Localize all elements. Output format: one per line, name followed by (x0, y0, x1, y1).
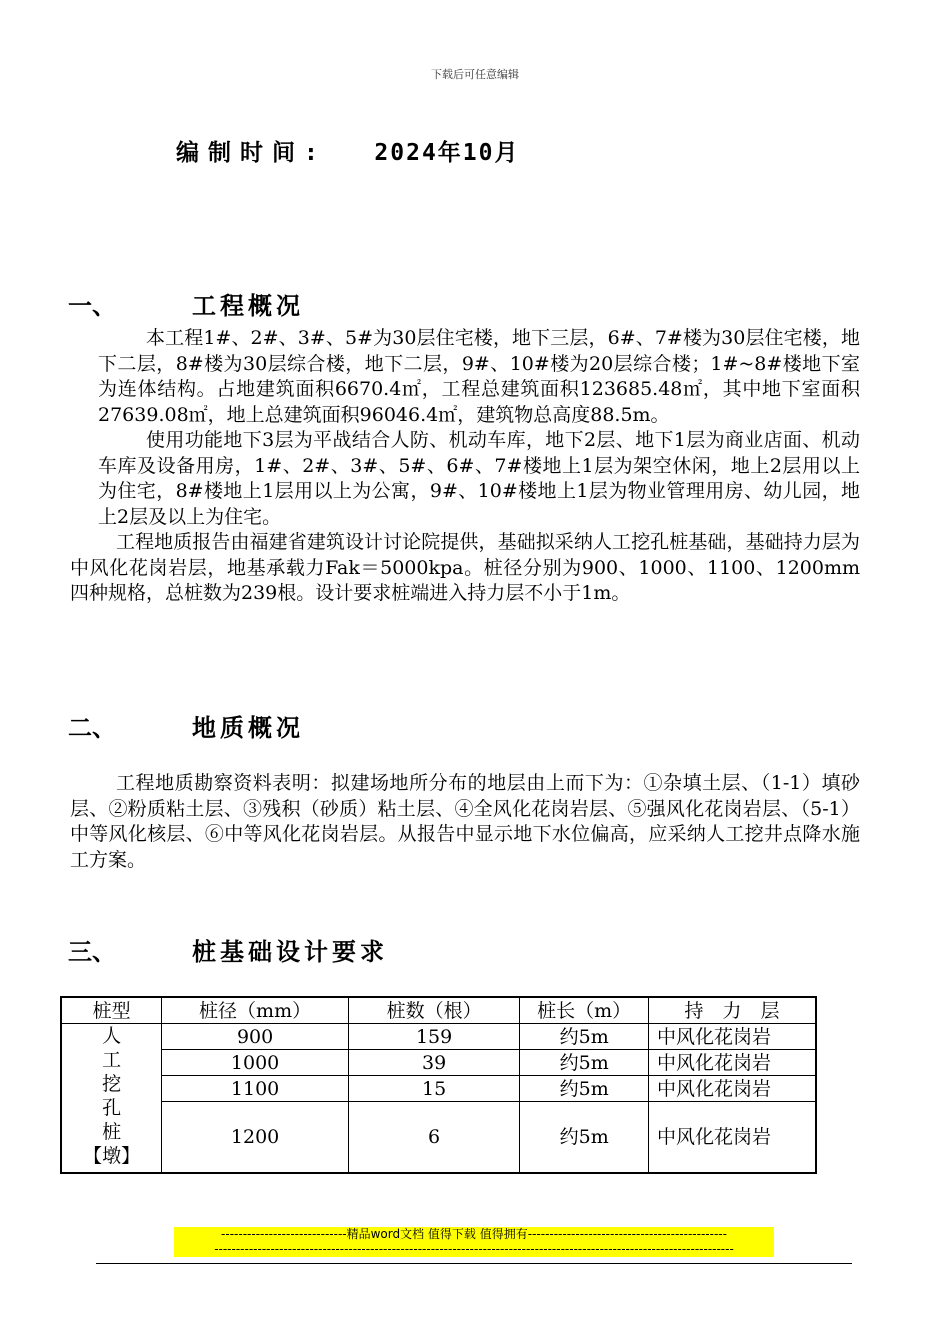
section-heading-geology (68, 708, 304, 743)
section-number: 一、 (68, 292, 116, 320)
cell-count: 15 (348, 1076, 520, 1102)
footer-banner (174, 1227, 774, 1257)
pile-type-cell (61, 1024, 162, 1174)
header-count: 桩数（根） (348, 997, 520, 1024)
section-heading-overview (68, 286, 304, 321)
table-header-row (61, 997, 816, 1024)
header-pile-type: 桩型 (61, 997, 162, 1024)
cell-length: 约5m (520, 1076, 649, 1102)
cell-count: 159 (348, 1024, 520, 1050)
compile-date-line (176, 134, 520, 167)
footer-line-2: ------------------------------------------------------------------------------------------------------------------------ (214, 1242, 734, 1256)
geology-paragraphs (70, 771, 860, 873)
header-note: 下载后可任意编辑 (431, 68, 519, 81)
overview-paragraph-2: 使用功能地下3层为平战结合人防、机动车库，地下2层、地下1层为商业店面、机动车库及设备用房，1#、2#、3#、5#、6#、7#楼地上1层为架空休闲，地上2层用以上为住宅，8#楼地上1层用以上为公寓，9#、10#楼地上1层为物业管理用房、幼儿园，地上2层及以上为住宅。 (98, 429, 860, 528)
cell-length: 约5m (520, 1050, 649, 1076)
cell-diameter: 1000 (162, 1050, 349, 1076)
footer-divider (96, 1263, 852, 1264)
section-number: 三、 (68, 938, 116, 966)
header-diameter: 桩径（mm） (162, 997, 349, 1024)
pile-type-char: 【墩】 (83, 1145, 141, 1167)
header-bearing-layer: 持 力 层 (649, 997, 816, 1024)
pile-type-char: 工 (102, 1049, 122, 1071)
table-row (61, 1024, 816, 1050)
section-title: 地质概况 (192, 714, 304, 742)
pile-type-char: 孔 (102, 1097, 122, 1119)
pile-design-table (60, 996, 817, 1174)
cell-layer: 中风化花岗岩 (649, 1076, 816, 1102)
compile-value: 2024年10月 (374, 140, 520, 166)
pile-type-char: 桩 (102, 1121, 122, 1143)
cell-layer: 中风化花岗岩 (649, 1050, 816, 1076)
header-length: 桩长（m） (520, 997, 649, 1024)
section-title: 工程概况 (192, 292, 304, 320)
cell-diameter: 900 (162, 1024, 349, 1050)
pile-type-char: 人 (102, 1025, 122, 1047)
cell-diameter: 1200 (162, 1102, 349, 1174)
geology-paragraph-1: 工程地质勘察资料表明：拟建场地所分布的地层由上而下为：①杂填土层、（1-1）填砂层、②粉质粘土层、③残积（砂质）粘土层、④全风化花岗岩层、⑤强风化花岗岩层、（5-1）中等风化核层、⑥中等风化花岗岩层。从报告中显示地下水位偏高，应采纳人工挖井点降水施工方案。 (70, 772, 860, 871)
section-heading-pile-design (68, 932, 388, 967)
overview-paragraph-3: 工程地质报告由福建省建筑设计讨论院提供，基础拟采纳人工挖孔桩基础，基础持力层为中风化花岗岩层，地基承载力Fak＝5000kpa。桩径分别为900、1000、1100、1200mm四种规格，总桩数为239根。设计要求桩端进入持力层不小于1m。 (70, 531, 860, 604)
cell-length: 约5m (520, 1102, 649, 1174)
section-title: 桩基础设计要求 (192, 938, 388, 966)
overview-paragraphs (70, 326, 860, 607)
cell-layer: 中风化花岗岩 (649, 1024, 816, 1050)
cell-length: 约5m (520, 1024, 649, 1050)
table-row (61, 1102, 816, 1174)
compile-label: 编制时间: (176, 140, 327, 166)
cell-count: 39 (348, 1050, 520, 1076)
section-number: 二、 (68, 714, 116, 742)
pile-type-char: 挖 (102, 1073, 122, 1095)
overview-paragraph-1: 本工程1#、2#、3#、5#为30层住宅楼，地下三层，6#、7#楼为30层住宅楼，地下二层，8#楼为30层综合楼，地下二层，9#、10#楼为20层综合楼；1#~8#楼地下室为连体结构。占地建筑面积6670.4㎡，工程总建筑面积123685.48㎡，其中地下室面积27639.08㎡，地上总建筑面积96046.4㎡，建筑物总高度88.5m。 (98, 327, 860, 426)
cell-layer: 中风化花岗岩 (649, 1102, 816, 1174)
cell-diameter: 1100 (162, 1076, 349, 1102)
footer-line-1: -----------------------------精品word文档 值得下载 值得拥有---------------------------------------------- (221, 1227, 727, 1241)
cell-count: 6 (348, 1102, 520, 1174)
table-row (61, 1076, 816, 1102)
table-row (61, 1050, 816, 1076)
